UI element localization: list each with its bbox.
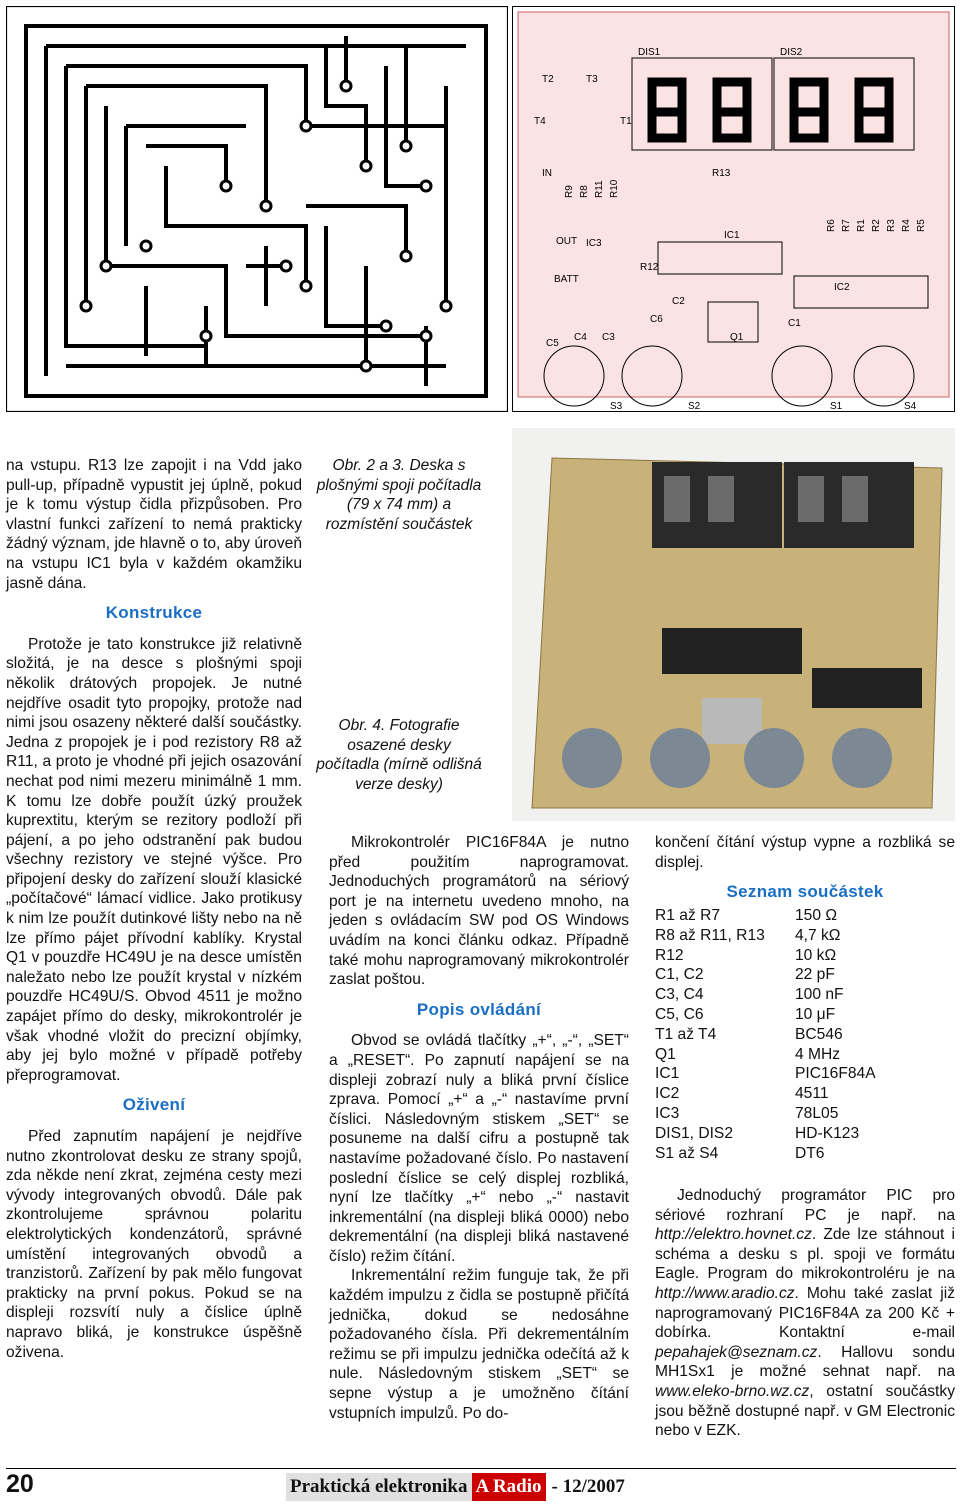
part-value: 22 pF bbox=[795, 966, 835, 984]
text-segment: Jednoduchý programátor PIC pro sériové rozhraní PC je např. na bbox=[655, 1187, 955, 1224]
svg-text:BATT: BATT bbox=[554, 274, 579, 285]
parts-row bbox=[655, 985, 955, 1005]
part-name: T1 až T4 bbox=[655, 1025, 717, 1043]
svg-text:S1: S1 bbox=[830, 401, 843, 412]
parts-row bbox=[655, 965, 955, 985]
svg-text:R11: R11 bbox=[594, 180, 605, 198]
part-value: 150 Ω bbox=[795, 907, 838, 924]
parts-row bbox=[655, 1045, 955, 1065]
svg-text:OUT: OUT bbox=[556, 236, 578, 247]
magazine-footer bbox=[286, 1473, 656, 1501]
link-elektro-hovnet[interactable]: http://elektro.hovnet.cz bbox=[655, 1226, 812, 1244]
part-value: HD-K123 bbox=[795, 1124, 860, 1142]
caption-obr-4: Obr. 4. Fotografie osazené desky počítadla (mírně odlišná verze desky) bbox=[316, 717, 482, 793]
part-value: 4,7 kΩ bbox=[795, 926, 841, 944]
parts-row bbox=[655, 1104, 955, 1124]
parts-row bbox=[655, 1064, 955, 1084]
svg-text:R8: R8 bbox=[579, 185, 590, 198]
component-placement-diagram bbox=[512, 6, 955, 412]
part-name: C5, C6 bbox=[655, 1005, 704, 1023]
part-value: 4 MHz bbox=[795, 1045, 841, 1063]
svg-text:IC2: IC2 bbox=[834, 282, 850, 293]
paragraph-mikrokontroler: Mikrokontrolér PIC16F84A je nutno před použitím naprogramovat. Jednoduchých programátorů na sériový port je na internetu uvedeno mnoho, na jeden s ovládacím SW pod OS Windows uvádím na konci článku odkaz. Případně také mohu naprogramovaný mikrokontrolér zaslat poštou. bbox=[329, 834, 629, 989]
part-value: PIC16F84A bbox=[795, 1065, 876, 1083]
article-column-1 bbox=[6, 456, 302, 1362]
svg-text:IN: IN bbox=[542, 168, 552, 179]
svg-text:S4: S4 bbox=[904, 401, 917, 412]
part-value: 10 μF bbox=[795, 1005, 836, 1023]
svg-text:C4: C4 bbox=[574, 332, 587, 343]
svg-text:R2: R2 bbox=[871, 219, 882, 232]
svg-text:S2: S2 bbox=[688, 401, 701, 412]
parts-row bbox=[655, 1005, 955, 1025]
part-name: IC1 bbox=[655, 1065, 680, 1083]
paragraph-oziveni: Před zapnutím napájení je nejdříve nutno zkontrolovat desku ze strany spojů, zda někde není zkrat, zejména cesty mezi vývody integrovaných obvodů. Dále pak zkontrolujeme správnou polaritu elektrolytických kondenzátorů, správné umístění integrovaných obvodů a tranzistorů. Zařízení by pak mělo fungovat prakticky na první pokus. Pokud se na displeji rozsvítí nuly a číslice úplně napravo bliká, je konstrukce úspěšně oživena. bbox=[6, 1128, 302, 1361]
svg-text:R4: R4 bbox=[901, 219, 912, 232]
parts-row bbox=[655, 946, 955, 966]
footer-rule bbox=[6, 1468, 956, 1469]
svg-text:S3: S3 bbox=[610, 401, 623, 412]
svg-text:DIS2: DIS2 bbox=[780, 47, 803, 58]
part-name: IC2 bbox=[655, 1085, 680, 1103]
part-value: 4511 bbox=[795, 1085, 829, 1103]
paragraph-inkrement: Inkrementální režim funguje tak, že při každém impulzu z čidla se postupně přičítá jednička, dokud se nedosáhne požadovaného čísla. Při dekrementálním režimu se při impulzu jednička odečítá až k nule. Následovným stiskem „SET“ se sepne výstup a je umožněno čítání vstupních impulzů. Po do- bbox=[329, 1267, 629, 1422]
heading-oziveni: Oživení bbox=[122, 1095, 186, 1115]
svg-text:C2: C2 bbox=[672, 296, 685, 307]
link-email[interactable]: pepahajek@seznam.cz bbox=[655, 1343, 818, 1361]
svg-text:R6: R6 bbox=[826, 219, 837, 232]
magazine-title-radio: A Radio bbox=[472, 1473, 546, 1501]
part-value: 10 kΩ bbox=[795, 946, 837, 964]
svg-text:T1: T1 bbox=[620, 116, 632, 127]
svg-text:R1: R1 bbox=[856, 219, 867, 232]
parts-row bbox=[655, 1084, 955, 1104]
svg-text:R9: R9 bbox=[564, 185, 575, 198]
heading-konstrukce: Konstrukce bbox=[105, 603, 203, 623]
pcb-copper-layout bbox=[6, 6, 508, 412]
part-value: DT6 bbox=[795, 1144, 825, 1162]
text-segment: . Zde lze stáhnout i schéma a desku s pl. spoji ve formátu Eagle. Program do mikrokontroléru je na bbox=[655, 1226, 955, 1283]
parts-row bbox=[655, 1144, 955, 1164]
article-column-2 bbox=[329, 833, 629, 1423]
link-eleko-brno[interactable]: www.eleko-brno.wz.cz bbox=[655, 1382, 810, 1400]
heading-seznam-soucastek: Seznam součástek bbox=[726, 882, 884, 902]
part-value: 100 nF bbox=[795, 986, 844, 1004]
part-name: DIS1, DIS2 bbox=[655, 1124, 733, 1142]
heading-popis-ovladani: Popis ovládání bbox=[416, 999, 542, 1019]
svg-text:T3: T3 bbox=[586, 74, 598, 85]
paragraph-konstrukce: Protože je tato konstrukce již relativně složitá, je na desce s plošnými spoji několik drátových propojek. Je nutné nejdříve osadit tyto propojky, protože nad nimi jsou osazeny některé další součástky. Jedna z propojek je i pod rezistory R8 až R11, a proto je vhodné při jejich osazování nechat pod nimi mezeru minimálně 1 mm. K tomu lze dobře použít úzký proužek kuprextitu, kterým se rezitory podloží při pájení, a po jeho odstranění pak budou všechny rezistory ve stejné výšce. Pro připojení desky do zařízení slouží klasické „počítačové“ lámací vidlice. Jako protikusy k nim lze použít dutinkové lišty nebo na ně lze přímo pájet přívodní kablíky. Krystal Q1 v pouzdře HC49U je na desce umístěn naležato nebo lze použít krystal v nízkém pouzdře HC49U/S. Obvod 4511 je možno zapájet přímo do desky, mikrokontrolér je však vhodné vložit do precizní objímky, aby jej bylo možné v případě potřeby přeprogramovat. bbox=[6, 635, 302, 1084]
article-column-3 bbox=[655, 833, 955, 914]
svg-text:R12: R12 bbox=[640, 262, 659, 273]
part-name: R8 až R11, R13 bbox=[655, 926, 765, 944]
text-segment: . Mohu také zaslat již naprogramovaný PIC16F84A za 200 Kč + dobírka. Kontaktní e-mail bbox=[655, 1284, 955, 1342]
svg-text:Q1: Q1 bbox=[730, 332, 744, 343]
text-segment: , ostatní součástky jsou běžně dostupné např. v GM Electronic nebo v EZK. bbox=[655, 1382, 955, 1440]
svg-text:C5: C5 bbox=[546, 338, 559, 349]
link-aradio[interactable]: http://www.aradio.cz bbox=[655, 1284, 795, 1302]
svg-text:R3: R3 bbox=[886, 219, 897, 232]
parts-row bbox=[655, 906, 955, 926]
svg-text:T2: T2 bbox=[542, 74, 554, 85]
article-column-3-links bbox=[655, 1186, 955, 1441]
part-name: R12 bbox=[655, 946, 684, 964]
part-name: IC3 bbox=[655, 1104, 680, 1122]
part-value: 78L05 bbox=[795, 1104, 839, 1122]
part-name: S1 až S4 bbox=[655, 1144, 719, 1162]
assembled-board-photo bbox=[512, 428, 955, 821]
parts-row bbox=[655, 1124, 955, 1144]
svg-text:R13: R13 bbox=[712, 168, 731, 179]
svg-text:R10: R10 bbox=[609, 179, 620, 198]
svg-text:R7: R7 bbox=[841, 219, 852, 232]
part-name: C3, C4 bbox=[655, 986, 704, 1004]
svg-text:C6: C6 bbox=[650, 314, 663, 325]
paragraph-end: končení čítání výstup vypne a rozbliká se displej. bbox=[655, 834, 955, 871]
paragraph-programator bbox=[655, 1186, 955, 1441]
parts-row bbox=[655, 1025, 955, 1045]
svg-text:DIS1: DIS1 bbox=[638, 47, 661, 58]
svg-text:IC3: IC3 bbox=[586, 238, 602, 249]
parts-row bbox=[655, 926, 955, 946]
svg-text:T4: T4 bbox=[534, 116, 546, 127]
parts-list bbox=[655, 906, 955, 1163]
svg-text:IC1: IC1 bbox=[724, 230, 740, 241]
paragraph-intro: na vstupu. R13 lze zapojit i na Vdd jako pull-up, případně vypustit jej úplně, pokud je k tomu výstup čidla přizpůsoben. Pro vlastní funkci zařízení to nemá prakticky žádný význam, jde hlavně o to, aby úroveň na vstupu IC1 byla v každém okamžiku jasně dána. bbox=[6, 457, 302, 592]
caption-obr-2-3: Obr. 2 a 3. Deska s plošnými spoji počítadla (79 x 74 mm) a rozmístění součástek bbox=[316, 457, 482, 533]
svg-text:C3: C3 bbox=[602, 332, 615, 343]
paragraph-popis: Obvod se ovládá tlačítky „+“, „-“, „SET“ a „RESET“. Po zapnutí napájení se na displeji zobrazí nuly a bliká první číslice zprava. Pomocí „+“ a „-“ nastavíme první číslici. Následovným stiskem „SET“ se posuneme na další cifru a postupně tak nastavíme požadované číslo. Po nastavení poslední číslice se celý displej rozbliká, nyní lze tlačítky „+“ nebo „-“ nastavit inkrementální (na displeji bliká 0000) nebo dekrementální (na displeji bliká nastavené číslo) režim čítání. bbox=[329, 1032, 629, 1265]
page-number: 20 bbox=[6, 1470, 34, 1498]
svg-text:R5: R5 bbox=[916, 219, 927, 232]
text-segment: . Hallovu sondu MH1Sx1 je možné sehnat např. na bbox=[655, 1343, 955, 1381]
magazine-title: Praktická elektronika bbox=[286, 1473, 472, 1501]
part-value: BC546 bbox=[795, 1025, 843, 1043]
part-name: Q1 bbox=[655, 1045, 676, 1063]
part-name: R1 až R7 bbox=[655, 907, 721, 924]
part-name: C1, C2 bbox=[655, 966, 704, 984]
issue-number: - 12/2007 bbox=[551, 1476, 625, 1497]
svg-text:C1: C1 bbox=[788, 318, 801, 329]
